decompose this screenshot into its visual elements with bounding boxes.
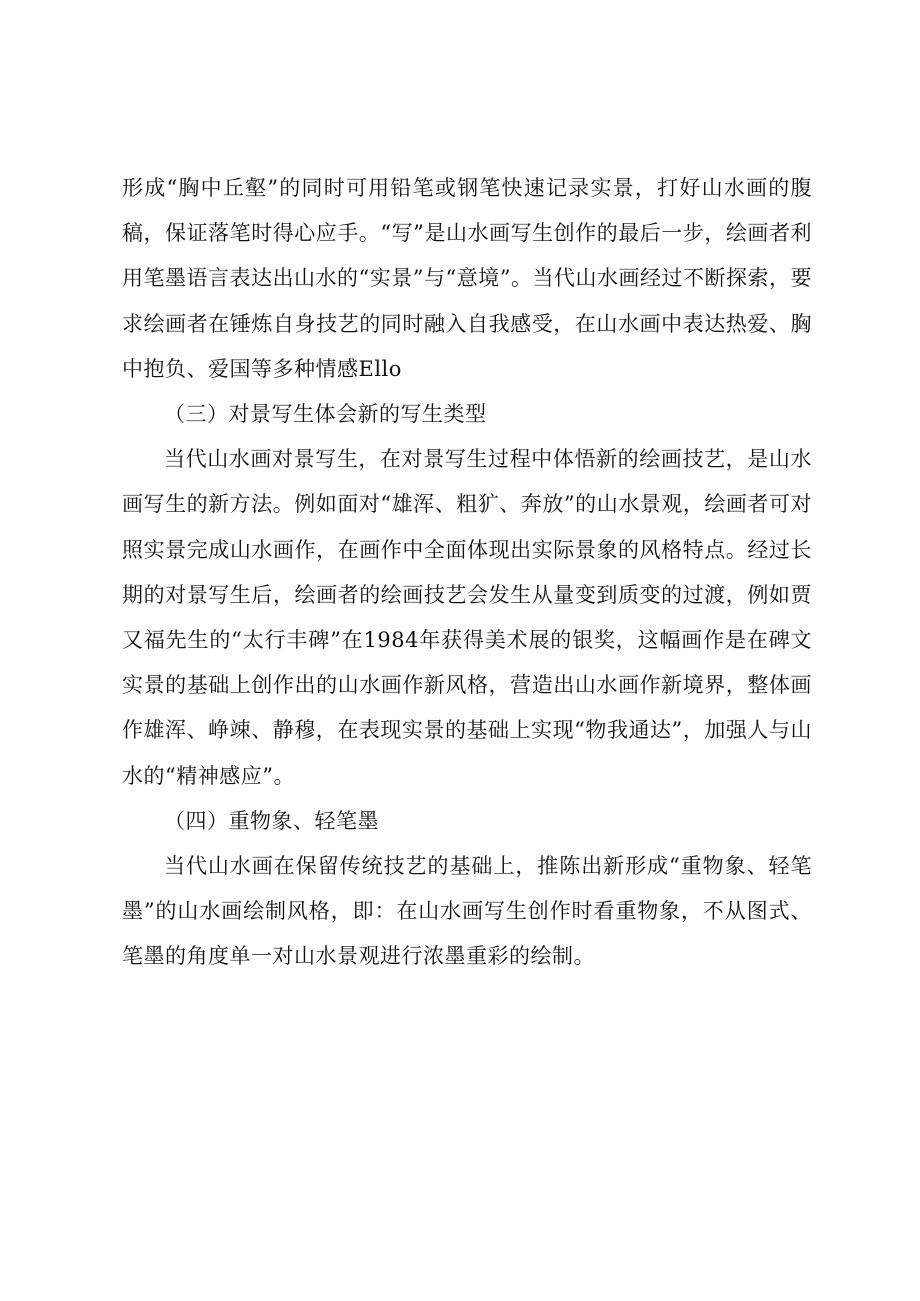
paragraph-section-3: 当代山水画对景写生，在对景写生过程中体悟新的绘画技艺，是山水画写生的新方法。例如面对“雄浑、粗犷、奔放”的山水景观，绘画者可对照实景完成山水画作，在画作中全面体现出实际景象的风格特点。经过长期的对景写生后，绘画者的绘画技艺会发生从量变到质变的过渡，例如贾又福先生的“太行丰碑”在1984年获得美术展的银奖，这幅画作是在碑文实景的基础上创作出的山水画作新风格，营造出山水画作新境界，整体画作雄浑、峥竦、静穆，在表现实景的基础上实现“物我通达”，加强人与山水的“精神感应”。	[122, 447, 812, 788]
paragraph-continued: 形成“胸中丘壑”的同时可用铅笔或钢笔快速记录实景，打好山水画的腹稿，保证落笔时得心应手。“写”是山水画写生创作的最后一步，绘画者利用笔墨语言表达出山水的“实景”与“意境”。当代山水画经过不断探索，要求绘画者在锤炼自身技艺的同时融入自我感受，在山水画中表达热爱、胸中抱负、爱国等多种情感Ello	[122, 176, 812, 381]
document-body	[122, 166, 812, 980]
paragraph-section-4: 当代山水画在保留传统技艺的基础上，推陈出新形成“重物象、轻笔墨”的山水画绘制风格，即：在山水画写生创作时看重物象，不从图式、笔墨的角度单一对山水景观进行浓墨重彩的绘制。	[122, 854, 812, 969]
section-heading-4: （四）重物象、轻笔墨	[164, 808, 379, 833]
section-heading-3: （三）对景写生体会新的写生类型	[164, 402, 487, 427]
